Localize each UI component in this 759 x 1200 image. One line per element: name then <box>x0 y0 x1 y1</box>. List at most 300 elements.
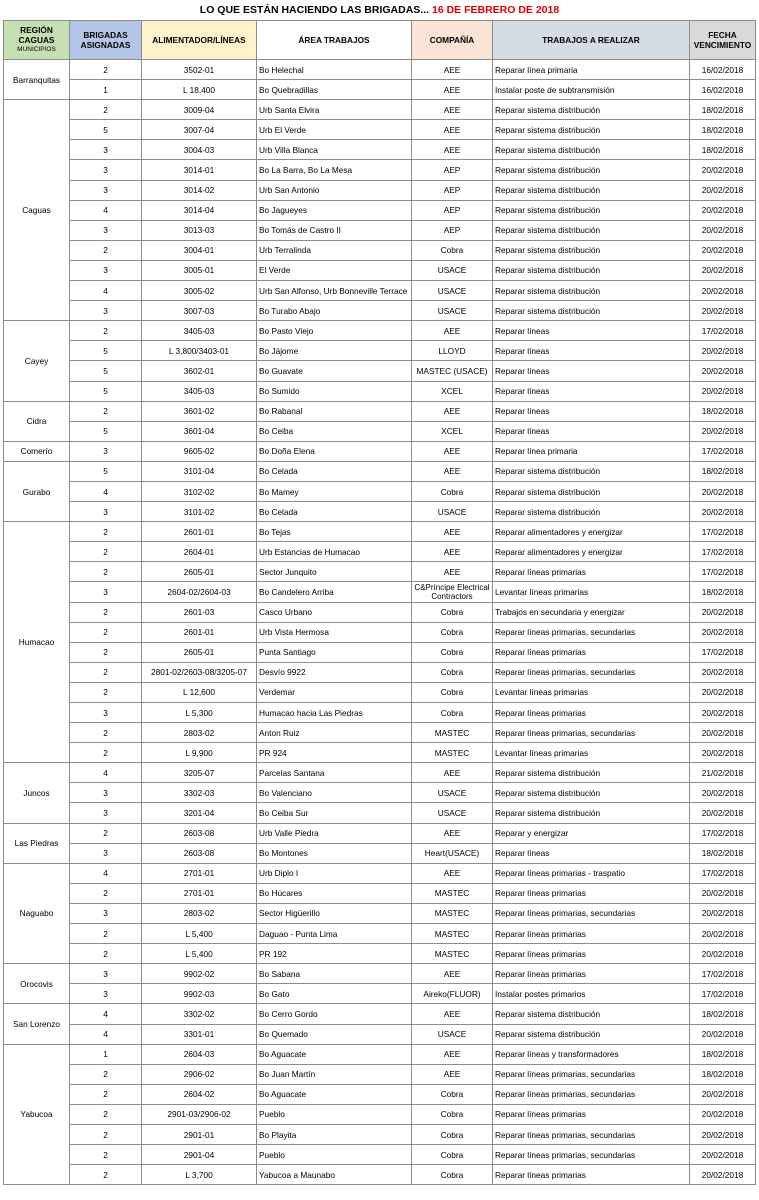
cell-alimentador: 2604-02 <box>142 1084 257 1104</box>
cell-brigadas: 2 <box>70 924 142 944</box>
cell-municipio: Caguas <box>4 100 70 321</box>
cell-fecha: 18/02/2018 <box>690 582 756 602</box>
cell-compania: Cobra <box>412 240 493 260</box>
cell-trabajos: Reparar líneas primarias <box>493 924 690 944</box>
cell-fecha: 20/02/2018 <box>690 260 756 280</box>
cell-brigadas: 3 <box>70 964 142 984</box>
cell-compania: AEE <box>412 140 493 160</box>
cell-area: Bo Juan Martín <box>257 1064 412 1084</box>
cell-brigadas: 5 <box>70 120 142 140</box>
cell-area: Bo Jagueyes <box>257 200 412 220</box>
cell-brigadas: 2 <box>70 682 142 702</box>
cell-alimentador: 3014-01 <box>142 160 257 180</box>
cell-compania: Cobra <box>412 602 493 622</box>
cell-alimentador: 2701-01 <box>142 863 257 883</box>
cell-alimentador: 3009-04 <box>142 100 257 120</box>
cell-area: Bo Aguacate <box>257 1044 412 1064</box>
cell-alimentador: 3101-04 <box>142 461 257 481</box>
header-trabajos: TRABAJOS A REALIZAR <box>493 21 690 60</box>
cell-trabajos: Reparar sistema distribución <box>493 1004 690 1024</box>
cell-area: Bo Guavate <box>257 361 412 381</box>
cell-area: Humacao hacia Las Piedras <box>257 703 412 723</box>
cell-area: Bo Quebradillas <box>257 80 412 100</box>
cell-alimentador: 3405-03 <box>142 321 257 341</box>
table-row <box>4 1145 756 1165</box>
cell-trabajos: Reparar sistema distribución <box>493 481 690 501</box>
cell-alimentador: 3013-03 <box>142 220 257 240</box>
cell-alimentador: 3005-01 <box>142 260 257 280</box>
cell-alimentador: 3007-04 <box>142 120 257 140</box>
cell-brigadas: 4 <box>70 763 142 783</box>
cell-alimentador: L 5,400 <box>142 944 257 964</box>
cell-brigadas: 3 <box>70 803 142 823</box>
cell-area: Bo Turabo Abajo <box>257 301 412 321</box>
cell-fecha: 20/02/2018 <box>690 1084 756 1104</box>
cell-trabajos: Reparar sistema distribución <box>493 502 690 522</box>
cell-compania: AEE <box>412 763 493 783</box>
cell-alimentador: 3502-01 <box>142 60 257 80</box>
header-brigadas-line1: BRIGADAS <box>83 30 128 40</box>
cell-alimentador: 2701-01 <box>142 883 257 903</box>
cell-municipio: Orocovis <box>4 964 70 1004</box>
cell-area: Verdemar <box>257 682 412 702</box>
cell-compania: AEE <box>412 964 493 984</box>
cell-alimentador: 3602-01 <box>142 361 257 381</box>
cell-brigadas: 2 <box>70 401 142 421</box>
cell-trabajos: Reparar líneas primarias <box>493 964 690 984</box>
table-row <box>4 361 756 381</box>
cell-compania: AEE <box>412 441 493 461</box>
cell-fecha: 17/02/2018 <box>690 863 756 883</box>
cell-alimentador: L 18,400 <box>142 80 257 100</box>
cell-area: Urb Terralinda <box>257 240 412 260</box>
cell-trabajos: Reparar sistema distribución <box>493 220 690 240</box>
table-row <box>4 100 756 120</box>
cell-trabajos: Reparar sistema distribución <box>493 803 690 823</box>
cell-trabajos: Reparar sistema distribución <box>493 1024 690 1044</box>
cell-alimentador: 2901-04 <box>142 1145 257 1165</box>
cell-fecha: 20/02/2018 <box>690 1024 756 1044</box>
cell-compania: AEE <box>412 100 493 120</box>
cell-alimentador: 3004-03 <box>142 140 257 160</box>
table-row <box>4 200 756 220</box>
cell-brigadas: 4 <box>70 281 142 301</box>
cell-municipio: Juncos <box>4 763 70 823</box>
cell-compania: LLOYD <box>412 341 493 361</box>
cell-fecha: 17/02/2018 <box>690 562 756 582</box>
cell-area: Bo Celada <box>257 461 412 481</box>
cell-fecha: 18/02/2018 <box>690 120 756 140</box>
cell-fecha: 18/02/2018 <box>690 1044 756 1064</box>
cell-alimentador: 3014-04 <box>142 200 257 220</box>
cell-area: Bo Pasto Viejo <box>257 321 412 341</box>
table-row <box>4 240 756 260</box>
cell-area: Bo Helechal <box>257 60 412 80</box>
cell-brigadas: 2 <box>70 562 142 582</box>
cell-alimentador: 2801-02/2603-08/3205-07 <box>142 662 257 682</box>
header-region-line2: CAGUAS <box>18 35 55 45</box>
cell-area: Urb San Alfonso, Urb Bonneville Terrace <box>257 281 412 301</box>
cell-brigadas: 2 <box>70 944 142 964</box>
cell-area: Sector Junquito <box>257 562 412 582</box>
cell-compania: AEP <box>412 160 493 180</box>
cell-trabajos: Levantar líneas primarias <box>493 582 690 602</box>
cell-area: Urb Villa Blanca <box>257 140 412 160</box>
cell-trabajos: Reparar sistema distribución <box>493 200 690 220</box>
cell-alimentador: 3301-01 <box>142 1024 257 1044</box>
table-row <box>4 723 756 743</box>
cell-brigadas: 2 <box>70 1104 142 1124</box>
cell-fecha: 20/02/2018 <box>690 924 756 944</box>
cell-brigadas: 2 <box>70 723 142 743</box>
cell-alimentador: 2604-01 <box>142 542 257 562</box>
table-row <box>4 763 756 783</box>
cell-fecha: 20/02/2018 <box>690 602 756 622</box>
cell-area: PR 924 <box>257 743 412 763</box>
cell-trabajos: Reparar líneas primarias <box>493 1104 690 1124</box>
cell-brigadas: 4 <box>70 863 142 883</box>
cell-municipio: Cayey <box>4 321 70 401</box>
cell-brigadas: 2 <box>70 883 142 903</box>
cell-trabajos: Reparar sistema distribución <box>493 160 690 180</box>
cell-area: Bo Sabana <box>257 964 412 984</box>
cell-municipio: San Lorenzo <box>4 1004 70 1044</box>
cell-brigadas: 3 <box>70 180 142 200</box>
cell-trabajos: Reparar sistema distribución <box>493 281 690 301</box>
cell-area: Bo Celada <box>257 502 412 522</box>
cell-area: Urb Estancias de Humacao <box>257 542 412 562</box>
cell-brigadas: 2 <box>70 1124 142 1144</box>
cell-brigadas: 3 <box>70 441 142 461</box>
cell-compania: AEP <box>412 200 493 220</box>
cell-compania: AEE <box>412 542 493 562</box>
cell-compania: Heart(USACE) <box>412 843 493 863</box>
cell-compania: XCEL <box>412 421 493 441</box>
cell-fecha: 20/02/2018 <box>690 1145 756 1165</box>
table-row <box>4 642 756 662</box>
cell-fecha: 20/02/2018 <box>690 803 756 823</box>
cell-trabajos: Reparar sistema distribución <box>493 140 690 160</box>
table-row <box>4 743 756 763</box>
cell-compania: USACE <box>412 1024 493 1044</box>
cell-brigadas: 2 <box>70 642 142 662</box>
header-brigadas-line2: ASIGNADAS <box>80 40 131 50</box>
cell-fecha: 20/02/2018 <box>690 1104 756 1124</box>
cell-area: Punta Santiago <box>257 642 412 662</box>
cell-fecha: 20/02/2018 <box>690 361 756 381</box>
cell-alimentador: 3101-02 <box>142 502 257 522</box>
cell-fecha: 18/02/2018 <box>690 461 756 481</box>
cell-fecha: 18/02/2018 <box>690 1064 756 1084</box>
cell-area: Bo Tomás de Castro II <box>257 220 412 240</box>
cell-fecha: 20/02/2018 <box>690 903 756 923</box>
cell-trabajos: Reparar líneas <box>493 361 690 381</box>
table-row <box>4 924 756 944</box>
cell-alimentador: 3302-02 <box>142 1004 257 1024</box>
cell-area: Urb Diplo I <box>257 863 412 883</box>
table-row <box>4 602 756 622</box>
cell-area: Bo Valenciano <box>257 783 412 803</box>
cell-fecha: 21/02/2018 <box>690 763 756 783</box>
cell-brigadas: 3 <box>70 301 142 321</box>
cell-area: Bo La Barra, Bo La Mesa <box>257 160 412 180</box>
cell-municipio: Comerío <box>4 441 70 461</box>
table-row <box>4 984 756 1004</box>
table-row <box>4 562 756 582</box>
cell-municipio: Yabucoa <box>4 1044 70 1185</box>
cell-area: Bo Aguacate <box>257 1084 412 1104</box>
cell-compania: AEE <box>412 1064 493 1084</box>
cell-trabajos: Reparar líneas <box>493 381 690 401</box>
cell-fecha: 20/02/2018 <box>690 1124 756 1144</box>
cell-compania: MASTEC <box>412 883 493 903</box>
table-row <box>4 662 756 682</box>
table-row <box>4 783 756 803</box>
cell-trabajos: Reparar sistema distribución <box>493 301 690 321</box>
cell-trabajos: Reparar sistema distribución <box>493 100 690 120</box>
table-row <box>4 863 756 883</box>
header-region-sub: MUNICIPIOS <box>17 46 56 53</box>
table-row <box>4 843 756 863</box>
cell-fecha: 18/02/2018 <box>690 1004 756 1024</box>
cell-brigadas: 2 <box>70 100 142 120</box>
cell-trabajos: Reparar líneas primarias, secundarias <box>493 1124 690 1144</box>
cell-alimentador: L 12,600 <box>142 682 257 702</box>
cell-compania: USACE <box>412 783 493 803</box>
cell-trabajos: Reparar línea primaria <box>493 441 690 461</box>
table-row <box>4 1004 756 1024</box>
cell-brigadas: 4 <box>70 1004 142 1024</box>
cell-compania: AEE <box>412 863 493 883</box>
cell-brigadas: 2 <box>70 1084 142 1104</box>
table-row <box>4 944 756 964</box>
cell-alimentador: 2901-01 <box>142 1124 257 1144</box>
cell-compania: Cobra <box>412 1165 493 1185</box>
cell-trabajos: Reparar líneas primarias <box>493 562 690 582</box>
cell-fecha: 16/02/2018 <box>690 60 756 80</box>
cell-alimentador: 3205-07 <box>142 763 257 783</box>
cell-area: Bo Rabanal <box>257 401 412 421</box>
cell-brigadas: 2 <box>70 240 142 260</box>
cell-area: Yabucoa a Maunabo <box>257 1165 412 1185</box>
cell-area: Daguao - Punta Lima <box>257 924 412 944</box>
cell-alimentador: 3007-03 <box>142 301 257 321</box>
cell-fecha: 17/02/2018 <box>690 542 756 562</box>
cell-compania: Cobra <box>412 682 493 702</box>
cell-fecha: 16/02/2018 <box>690 80 756 100</box>
cell-compania: Cobra <box>412 1124 493 1144</box>
cell-alimentador: 2803-02 <box>142 723 257 743</box>
cell-area: Bo Candelero Arriba <box>257 582 412 602</box>
cell-compania: Cobra <box>412 1104 493 1124</box>
cell-alimentador: 3601-02 <box>142 401 257 421</box>
cell-brigadas: 3 <box>70 140 142 160</box>
cell-alimentador: 2605-01 <box>142 562 257 582</box>
cell-compania: MASTEC <box>412 924 493 944</box>
cell-brigadas: 3 <box>70 984 142 1004</box>
cell-alimentador: 2601-01 <box>142 522 257 542</box>
cell-fecha: 20/02/2018 <box>690 783 756 803</box>
table-row <box>4 964 756 984</box>
table-row <box>4 180 756 200</box>
cell-trabajos: Reparar sistema distribución <box>493 120 690 140</box>
header-fecha-line1: FECHA <box>708 30 737 40</box>
cell-alimentador: 2604-03 <box>142 1044 257 1064</box>
brigadas-table <box>3 20 756 1185</box>
cell-trabajos: Reparar líneas primarias, secundarias <box>493 1145 690 1165</box>
cell-alimentador: 3601-04 <box>142 421 257 441</box>
cell-alimentador: 2901-03/2906-02 <box>142 1104 257 1124</box>
cell-trabajos: Reparar líneas primarias <box>493 883 690 903</box>
cell-fecha: 20/02/2018 <box>690 341 756 361</box>
cell-area: Casco Urbano <box>257 602 412 622</box>
cell-area: Bo Ceiba <box>257 421 412 441</box>
cell-trabajos: Reparar líneas primarias <box>493 1165 690 1185</box>
cell-compania: AEP <box>412 180 493 200</box>
table-row <box>4 401 756 421</box>
cell-brigadas: 2 <box>70 542 142 562</box>
table-row <box>4 883 756 903</box>
header-fecha <box>690 21 756 60</box>
cell-compania: MASTEC <box>412 903 493 923</box>
title-date: 16 DE FEBRERO DE 2018 <box>431 4 560 16</box>
cell-trabajos: Reparar líneas <box>493 421 690 441</box>
header-area: ÁREA TRABAJOS <box>257 21 412 60</box>
cell-alimentador: 9605-02 <box>142 441 257 461</box>
cell-trabajos: Reparar líneas primarias, secundarias <box>493 1064 690 1084</box>
cell-compania: Cobra <box>412 703 493 723</box>
table-row <box>4 341 756 361</box>
cell-alimentador: L 9,900 <box>142 743 257 763</box>
cell-brigadas: 3 <box>70 843 142 863</box>
cell-compania: USACE <box>412 803 493 823</box>
cell-brigadas: 2 <box>70 321 142 341</box>
cell-compania: AEE <box>412 522 493 542</box>
table-row <box>4 80 756 100</box>
cell-brigadas: 2 <box>70 1064 142 1084</box>
cell-brigadas: 4 <box>70 200 142 220</box>
cell-trabajos: Reparar líneas primarias, secundarias <box>493 662 690 682</box>
table-row <box>4 160 756 180</box>
cell-compania: Cobra <box>412 1145 493 1165</box>
cell-area: Bo Mamey <box>257 481 412 501</box>
cell-alimentador: L 5,400 <box>142 924 257 944</box>
cell-brigadas: 5 <box>70 461 142 481</box>
cell-area: Pueblo <box>257 1104 412 1124</box>
table-row <box>4 703 756 723</box>
table-row <box>4 1104 756 1124</box>
cell-municipio: Cidra <box>4 401 70 441</box>
cell-trabajos: Instalar poste de subtransmisión <box>493 80 690 100</box>
cell-brigadas: 3 <box>70 260 142 280</box>
cell-compania: C&Príncipe Electrical Contractors <box>412 582 493 602</box>
cell-compania: AEE <box>412 80 493 100</box>
cell-municipio: Gurabo <box>4 461 70 521</box>
cell-fecha: 20/02/2018 <box>690 481 756 501</box>
cell-fecha: 20/02/2018 <box>690 160 756 180</box>
cell-compania: USACE <box>412 301 493 321</box>
cell-area: El Verde <box>257 260 412 280</box>
cell-area: Urb Valle Piedra <box>257 823 412 843</box>
cell-fecha: 20/02/2018 <box>690 180 756 200</box>
header-brigadas <box>70 21 142 60</box>
table-row <box>4 461 756 481</box>
cell-trabajos: Trabajos en secundaria y energizar <box>493 602 690 622</box>
cell-fecha: 20/02/2018 <box>690 281 756 301</box>
cell-compania: AEE <box>412 321 493 341</box>
cell-area: Anton Ruiz <box>257 723 412 743</box>
header-compania: COMPAÑÍA <box>412 21 493 60</box>
cell-fecha: 18/02/2018 <box>690 843 756 863</box>
cell-fecha: 20/02/2018 <box>690 944 756 964</box>
table-row <box>4 1064 756 1084</box>
cell-fecha: 20/02/2018 <box>690 703 756 723</box>
cell-area: Bo Montones <box>257 843 412 863</box>
cell-fecha: 20/02/2018 <box>690 1165 756 1185</box>
cell-fecha: 20/02/2018 <box>690 723 756 743</box>
table-row <box>4 481 756 501</box>
table-row <box>4 682 756 702</box>
header-fecha-line2: VENCIMIENTO <box>693 40 752 50</box>
cell-brigadas: 3 <box>70 220 142 240</box>
cell-compania: Aireko(FLUOR) <box>412 984 493 1004</box>
cell-brigadas: 2 <box>70 602 142 622</box>
cell-trabajos: Reparar sistema distribución <box>493 260 690 280</box>
cell-alimentador: 2601-03 <box>142 602 257 622</box>
cell-fecha: 20/02/2018 <box>690 200 756 220</box>
cell-fecha: 20/02/2018 <box>690 622 756 642</box>
cell-compania: USACE <box>412 260 493 280</box>
cell-area: Desvío 9922 <box>257 662 412 682</box>
cell-compania: MASTEC (USACE) <box>412 361 493 381</box>
cell-fecha: 20/02/2018 <box>690 220 756 240</box>
cell-brigadas: 3 <box>70 703 142 723</box>
table-row <box>4 260 756 280</box>
cell-area: Bo Playita <box>257 1124 412 1144</box>
table-row <box>4 823 756 843</box>
cell-fecha: 17/02/2018 <box>690 823 756 843</box>
cell-alimentador: L 3,800/3403-01 <box>142 341 257 361</box>
cell-alimentador: 9902-03 <box>142 984 257 1004</box>
cell-alimentador: 3102-02 <box>142 481 257 501</box>
header-region-line1: REGIÓN <box>20 25 53 35</box>
cell-alimentador: 3005-02 <box>142 281 257 301</box>
table-row <box>4 803 756 823</box>
cell-brigadas: 3 <box>70 160 142 180</box>
cell-trabajos: Levantar líneas primarias <box>493 743 690 763</box>
cell-alimentador: 9902-02 <box>142 964 257 984</box>
cell-area: Pueblo <box>257 1145 412 1165</box>
cell-brigadas: 1 <box>70 1044 142 1064</box>
cell-area: Urb San Antonio <box>257 180 412 200</box>
cell-area: Bo Cerro Gordo <box>257 1004 412 1024</box>
cell-brigadas: 2 <box>70 622 142 642</box>
cell-trabajos: Reparar líneas <box>493 321 690 341</box>
cell-alimentador: 2603-08 <box>142 843 257 863</box>
cell-trabajos: Reparar líneas y transformadores <box>493 1044 690 1064</box>
cell-compania: AEE <box>412 562 493 582</box>
cell-fecha: 20/02/2018 <box>690 883 756 903</box>
cell-trabajos: Reparar líneas primarias <box>493 642 690 662</box>
cell-trabajos: Reparar líneas primarias - traspatio <box>493 863 690 883</box>
cell-compania: Cobra <box>412 622 493 642</box>
cell-trabajos: Reparar línea primaria <box>493 60 690 80</box>
cell-alimentador: 3405-03 <box>142 381 257 401</box>
cell-fecha: 18/02/2018 <box>690 100 756 120</box>
table-row <box>4 1024 756 1044</box>
cell-trabajos: Reparar líneas primarias, secundarias <box>493 622 690 642</box>
cell-municipio: Humacao <box>4 522 70 763</box>
